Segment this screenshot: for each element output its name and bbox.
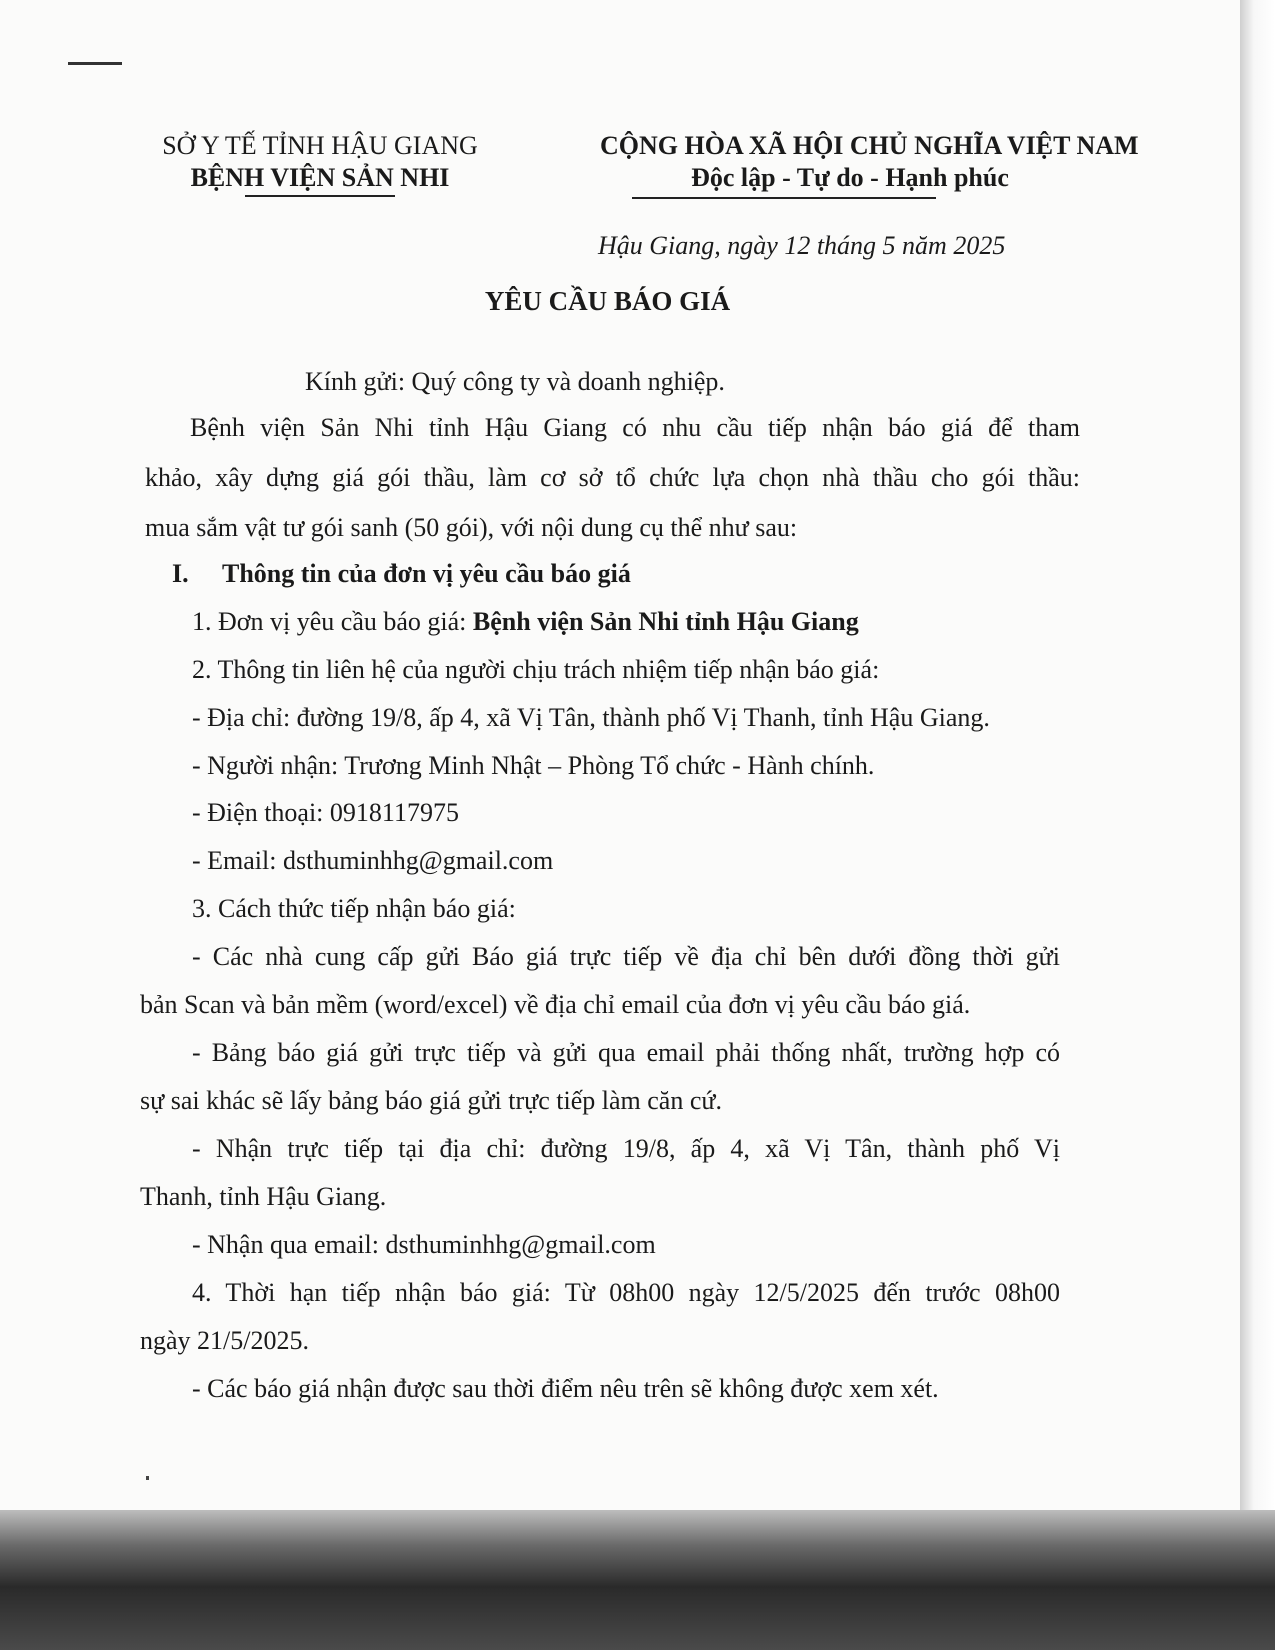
scan-speck [146, 1476, 149, 1480]
contact-phone: - Điện thoại: 0918117975 [192, 798, 459, 827]
method-3-line-1: - Nhận trực tiếp tại địa chỉ: đường 19/8, ấp 4, xã Vị Tân, thành phố Vị [192, 1134, 1060, 1163]
deadline-line-2: ngày 21/5/2025. [140, 1326, 309, 1355]
section-heading: Thông tin của đơn vị yêu cầu báo giá [222, 559, 631, 588]
item-3: 3. Cách thức tiếp nhận báo giá: [192, 894, 516, 923]
scan-shadow [0, 1510, 1275, 1650]
department-name: SỞ Y TẾ TỈNH HẬU GIANG [162, 131, 478, 160]
intro-line-3: mua sắm vật tư gói sanh (50 gói), với nội dung cụ thể như sau: [145, 513, 798, 542]
contact-address: - Địa chỉ: đường 19/8, ấp 4, xã Vị Tân, thành phố Vị Thanh, tỉnh Hậu Giang. [192, 703, 990, 732]
method-2-line-2: sự sai khác sẽ lấy bảng báo giá gửi trực tiếp làm căn cứ. [140, 1086, 722, 1115]
section-number: I. [172, 559, 189, 588]
motto: Độc lập - Tự do - Hạnh phúc [691, 163, 1009, 192]
document-title: YÊU CẦU BÁO GIÁ [484, 286, 731, 316]
method-1-line-2: bản Scan và bản mềm (word/excel) về địa chỉ email của đơn vị yêu cầu báo giá. [140, 990, 971, 1019]
scan-mark [68, 62, 122, 65]
method-2-line-1: - Bảng báo giá gửi trực tiếp và gửi qua email phải thống nhất, trường hợp có [192, 1038, 1060, 1067]
item-1 [192, 606, 859, 638]
scan-edge [1240, 0, 1275, 1650]
item-2: 2. Thông tin liên hệ của người chịu trách nhiệm tiếp nhận báo giá: [192, 655, 880, 684]
intro-line-1: Bệnh viện Sản Nhi tỉnh Hậu Giang có nhu cầu tiếp nhận báo giá để tham [190, 413, 1080, 442]
salutation: Kính gửi: Quý công ty và doanh nghiệp. [305, 367, 725, 396]
hospital-underline [245, 195, 395, 197]
country-name: CỘNG HÒA XÃ HỘI CHỦ NGHĨA VIỆT NAM [600, 131, 1139, 160]
intro-line-2: khảo, xây dựng giá gói thầu, làm cơ sở tổ chức lựa chọn nhà thầu cho gói thầu: [145, 463, 1080, 492]
late-note: - Các báo giá nhận được sau thời điểm nêu trên sẽ không được xem xét. [192, 1374, 939, 1403]
contact-receiver: - Người nhận: Trương Minh Nhật – Phòng Tổ chức - Hành chính. [192, 751, 875, 780]
deadline-line-1: 4. Thời hạn tiếp nhận báo giá: Từ 08h00 ngày 12/5/2025 đến trước 08h00 [192, 1278, 1060, 1307]
method-3-line-2: Thanh, tỉnh Hậu Giang. [140, 1182, 387, 1211]
contact-email: - Email: dsthuminhhg@gmail.com [192, 846, 554, 875]
motto-underline [632, 197, 936, 199]
method-4: - Nhận qua email: dsthuminhhg@gmail.com [192, 1230, 656, 1259]
date-line: Hậu Giang, ngày 12 tháng 5 năm 2025 [598, 231, 1006, 260]
item-1-label: 1. Đơn vị yêu cầu báo giá: [192, 607, 473, 636]
method-1-line-1: - Các nhà cung cấp gửi Báo giá trực tiếp về địa chỉ bên dưới đồng thời gửi [192, 942, 1060, 971]
hospital-name: BỆNH VIỆN SẢN NHI [190, 163, 450, 192]
item-1-value: Bệnh viện Sản Nhi tỉnh Hậu Giang [472, 607, 859, 636]
